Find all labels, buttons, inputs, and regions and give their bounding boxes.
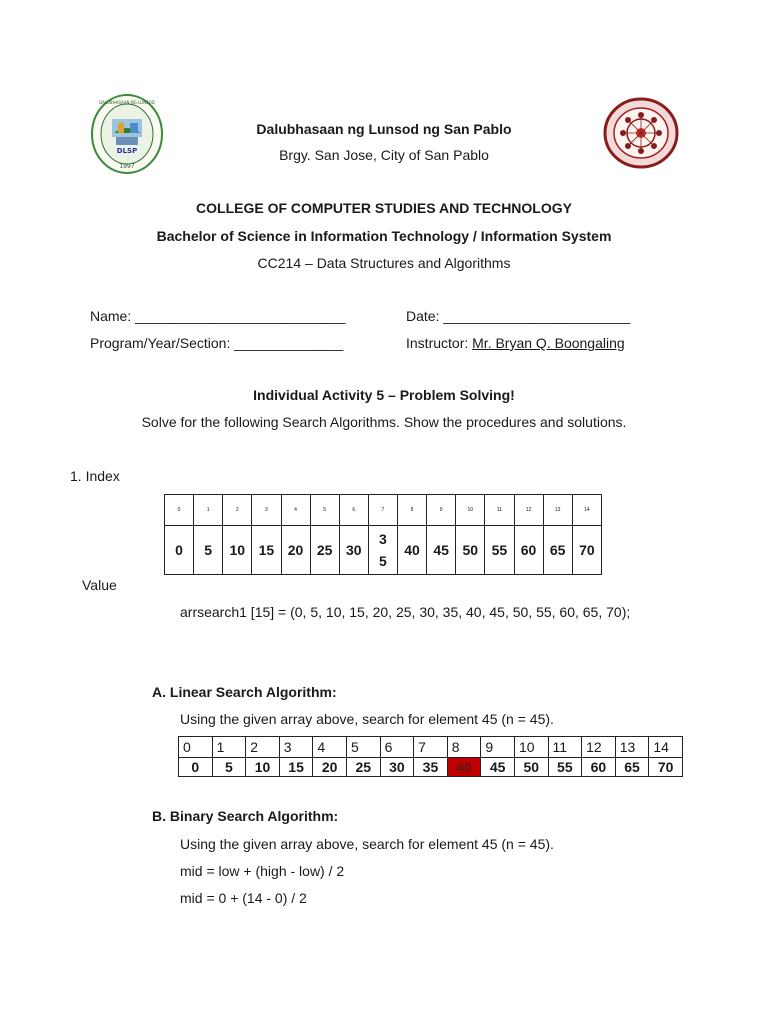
binary-heading: B. Binary Search Algorithm: [152,808,339,824]
binary-formula-2: mid = 0 + (14 - 0) / 2 [180,890,307,906]
value-cell: 20 [313,758,347,777]
value-cell: 70 [572,526,601,575]
value-cell: 60 [582,758,616,777]
highlighted-value-cell: 40 [447,758,481,777]
array-declaration: arrsearch1 [15] = (0, 5, 10, 15, 20, 25, 30, 35, 40, 45, 50, 55, 60, 65, 70); [180,604,631,620]
index-cell: 11 [548,737,582,758]
index-cell: 5 [310,495,339,526]
index-cell: 14 [649,737,683,758]
index-cell: 3 [252,495,281,526]
index-cell: 7 [368,495,397,526]
value-cell: 0 [165,526,194,575]
index-cell: 5 [346,737,380,758]
institution-address: Brgy. San Jose, City of San Pablo [279,147,489,163]
value-cell: 5 [212,758,246,777]
value-7-line2: 5 [379,553,387,569]
value-cell: 60 [514,526,543,575]
index-cell: 6 [380,737,414,758]
index-cell: 1 [212,737,246,758]
value-cell: 65 [615,758,649,777]
index-cell: 14 [572,495,601,526]
index-cell: 1 [194,495,223,526]
value-cell: 10 [223,526,252,575]
index-cell: 7 [414,737,448,758]
value-row [179,758,683,777]
value-cell: 50 [456,526,485,575]
index-cell: 9 [481,737,515,758]
value-cell: 25 [310,526,339,575]
value-cell: 5 [194,526,223,575]
svg-text:DALUBHASAAN NG LUNSOD: DALUBHASAAN NG LUNSOD [99,100,155,105]
instructor-line [406,335,625,351]
value-cell: 0 [179,758,213,777]
value-label: Value [82,577,117,593]
index-cell: 4 [313,737,347,758]
value-row [165,526,602,575]
index-row [179,737,683,758]
instructor-prefix: Instructor: [406,335,473,351]
seal-year: 1997 [119,163,135,170]
course-title: CC214 – Data Structures and Algorithms [257,255,511,271]
index-cell: 6 [339,495,368,526]
institution-name: Dalubhasaan ng Lunsod ng San Pablo [256,121,512,137]
value-cell-wrapped [368,526,397,575]
index-cell: 4 [281,495,310,526]
index-cell: 10 [514,737,548,758]
index-cell: 8 [447,737,481,758]
index-cell: 13 [615,737,649,758]
value-cell: 30 [339,526,368,575]
value-7-line1: 3 [379,531,387,547]
index-cell: 12 [514,495,543,526]
activity-instructions: Solve for the following Search Algorithms. Show the procedures and solutions. [141,414,627,430]
value-cell: 15 [279,758,313,777]
value-cell: 20 [281,526,310,575]
index-cell: 0 [165,495,194,526]
value-cell: 45 [427,526,456,575]
date-field-label: Date: ________________________ [406,308,631,324]
index-cell: 3 [279,737,313,758]
index-cell: 13 [543,495,572,526]
value-cell: 30 [380,758,414,777]
degree-program: Bachelor of Science in Information Technology / Information System [156,228,612,244]
index-cell: 2 [223,495,252,526]
index-cell: 11 [485,495,514,526]
value-cell: 10 [246,758,280,777]
name-field-label: Name: ___________________________ [90,308,346,324]
index-cell: 2 [246,737,280,758]
linear-heading: A. Linear Search Algorithm: [152,684,337,700]
binary-formula-1: mid = low + (high - low) / 2 [180,863,345,879]
value-cell: 40 [398,526,427,575]
array-table-1 [164,494,602,575]
value-cell: 15 [252,526,281,575]
index-cell: 10 [456,495,485,526]
seal-abbrev: DLSP [116,147,138,155]
index-label: 1. Index [70,468,120,484]
value-cell: 50 [514,758,548,777]
value-cell: 55 [485,526,514,575]
section-field-label: Program/Year/Section: ______________ [90,335,344,351]
value-cell: 70 [649,758,683,777]
index-cell: 9 [427,495,456,526]
index-cell: 0 [179,737,213,758]
instructor-name: Mr. Bryan Q. Boongaling [472,335,625,351]
activity-title: Individual Activity 5 – Problem Solving! [253,387,515,403]
index-cell: 8 [398,495,427,526]
index-row [165,495,602,526]
binary-text: Using the given array above, search for element 45 (n = 45). [180,836,554,852]
linear-text: Using the given array above, search for element 45 (n = 45). [180,711,554,727]
value-cell: 65 [543,526,572,575]
value-cell: 25 [346,758,380,777]
array-table-linear [178,736,683,777]
college-name: COLLEGE OF COMPUTER STUDIES AND TECHNOLOGY [196,200,572,216]
value-cell: 35 [414,758,448,777]
index-cell: 12 [582,737,616,758]
value-cell: 45 [481,758,515,777]
value-cell: 55 [548,758,582,777]
